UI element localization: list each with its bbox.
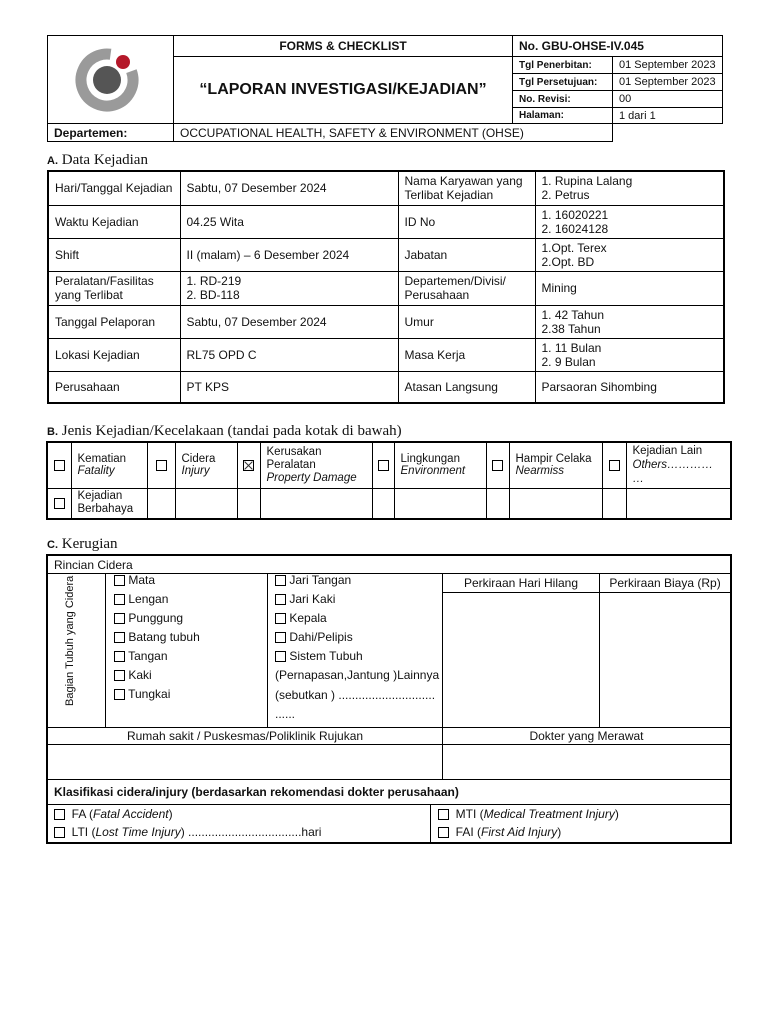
- checkbox-others[interactable]: [609, 460, 620, 471]
- checkbox-kaki[interactable]: [114, 670, 125, 681]
- checkbox-tangan[interactable]: [114, 651, 125, 662]
- list-item: FAI (First Aid Injury): [438, 823, 730, 841]
- lost-days-header: Perkiraan Hari Hilang: [443, 574, 599, 593]
- document-title: “LAPORAN INVESTIGASI/KEJADIAN”: [174, 57, 513, 124]
- logo-cell: [48, 36, 174, 124]
- incident-type-table: Kematian Fatality Cidera Injury Kerusakan Peralatan Property Damage Lingkungan Environment Hampir Celaka Nearmiss Kejadian Lain Others………… … Kejadian Berbahaya: [46, 441, 732, 520]
- list-item: MTI (Medical Treatment Injury): [438, 805, 730, 823]
- checkbox-environment[interactable]: [378, 460, 389, 471]
- checkbox-kepala[interactable]: [275, 613, 286, 624]
- checkbox-injury[interactable]: [156, 460, 167, 471]
- department-label: Departemen:: [48, 124, 174, 142]
- checkbox-tungkai[interactable]: [114, 689, 125, 700]
- checkbox-fatality[interactable]: [54, 460, 65, 471]
- meta-label: No. Revisi:: [513, 91, 613, 108]
- list-item: Sistem Tubuh: [275, 647, 442, 666]
- table-row: Hari/Tanggal Kejadian Sabtu, 07 Desember 2024 Nama Karyawan yang Terlibat Kejadian 1. Rupina Lalang 2. Petrus: [48, 171, 724, 205]
- meta-label: Tgl Penerbitan:: [513, 57, 613, 74]
- meta-value: 00: [613, 91, 723, 108]
- meta-label: Tgl Persetujuan:: [513, 74, 613, 91]
- meta-value: 01 September 2023: [613, 74, 723, 91]
- checkbox-fai[interactable]: [438, 827, 449, 838]
- doctor-field[interactable]: [443, 745, 730, 779]
- list-item: Mata: [114, 571, 267, 590]
- form-type: FORMS & CHECKLIST: [174, 36, 513, 57]
- meta-label: Halaman:: [513, 108, 613, 124]
- checkbox-mata[interactable]: [114, 575, 125, 586]
- list-item: Jari Kaki: [275, 590, 442, 609]
- meta-value: 01 September 2023: [613, 57, 723, 74]
- table-row: Perusahaan PT KPS Atasan Langsung Parsaoran Sihombing: [48, 371, 724, 403]
- meta-value: 1 dari 1: [613, 108, 723, 124]
- classification-right: [431, 805, 730, 842]
- hospital-label: Rumah sakit / Puskesmas/Poliklinik Rujukan: [48, 727, 443, 745]
- cost-header: Perkiraan Biaya (Rp): [600, 574, 730, 593]
- list-item: Dahi/Pelipis: [275, 628, 442, 647]
- checkbox-jari-kaki[interactable]: [275, 594, 286, 605]
- checkbox-mti[interactable]: [438, 809, 449, 820]
- checkbox-lti[interactable]: [54, 827, 65, 838]
- section-b-heading: B. Jenis Kejadian/Kecelakaan (tandai pada kotak di bawah): [47, 423, 402, 439]
- checkbox-nearmiss[interactable]: [492, 460, 503, 471]
- list-item: LTI (Lost Time Injury) ..................................hari: [54, 823, 430, 841]
- checkbox-dangerous-event[interactable]: [54, 498, 65, 509]
- checkbox-lengan[interactable]: [114, 594, 125, 605]
- list-item: Kaki: [114, 666, 267, 685]
- checkbox-punggung[interactable]: [114, 613, 125, 624]
- table-row: Tanggal Pelaporan Sabtu, 07 Desember 2024 Umur 1. 42 Tahun 2.38 Tahun: [48, 305, 724, 338]
- body-parts-right: Jari Tangan Jari Kaki Kepala Dahi/Pelipis Sistem Tubuh (Pernapasan,Jantung )Lainnya (sebutkan ) ............................. ......: [268, 574, 443, 727]
- list-item: Punggung: [114, 609, 267, 628]
- department-value: OCCUPATIONAL HEALTH, SAFETY & ENVIRONMENT (OHSE): [174, 124, 613, 142]
- table-row: Shift II (malam) – 6 Desember 2024 Jabatan 1.Opt. Terex 2.Opt. BD: [48, 238, 724, 271]
- checkbox-fa[interactable]: [54, 809, 65, 820]
- table-row: Waktu Kejadian 04.25 Wita ID No 1. 16020221 2. 16024128: [48, 205, 724, 238]
- document-header: [47, 35, 723, 142]
- losses-box: [46, 554, 732, 844]
- body-part-label: Bagian Tubuh yang Cidera: [64, 575, 76, 706]
- section-a-heading: A. Data Kejadian: [47, 152, 148, 168]
- checkbox-dahi-pelipis[interactable]: [275, 632, 286, 643]
- document-number: No. GBU-OHSE-IV.045: [513, 36, 723, 57]
- list-item: Kepala: [275, 609, 442, 628]
- body-parts-left: [106, 574, 268, 727]
- checkbox-jari-tangan[interactable]: [275, 575, 286, 586]
- doctor-label: Dokter yang Merawat: [443, 727, 730, 745]
- list-item: Jari Tangan: [275, 571, 442, 590]
- hospital-field[interactable]: [48, 745, 443, 779]
- list-item: Tangan: [114, 647, 267, 666]
- list-item: Tungkai: [114, 685, 267, 704]
- list-item: FA (Fatal Accident): [54, 805, 430, 823]
- checkbox-sistem-tubuh[interactable]: [275, 651, 286, 662]
- incident-data-table: [47, 170, 725, 404]
- list-item: Batang tubuh: [114, 628, 267, 647]
- classification-left: [48, 805, 431, 842]
- section-c-heading: C. Kerugian: [47, 536, 118, 552]
- company-logo-icon: [71, 38, 151, 118]
- checkbox-property-damage[interactable]: [243, 460, 254, 471]
- classification-label: Klasifikasi cidera/injury (berdasarkan rekomendasi dokter perusahaan): [48, 779, 730, 805]
- table-row: Lokasi Kejadian RL75 OPD C Masa Kerja 1. 11 Bulan 2. 9 Bulan: [48, 338, 724, 371]
- checkbox-batang-tubuh[interactable]: [114, 632, 125, 643]
- injury-details-label: Rincian Cidera: [48, 556, 730, 574]
- table-row: Peralatan/Fasilitas yang Terlibat 1. RD-219 2. BD-118 Departemen/Divisi/ Perusahaan Mining: [48, 271, 724, 305]
- list-item: Lengan: [114, 590, 267, 609]
